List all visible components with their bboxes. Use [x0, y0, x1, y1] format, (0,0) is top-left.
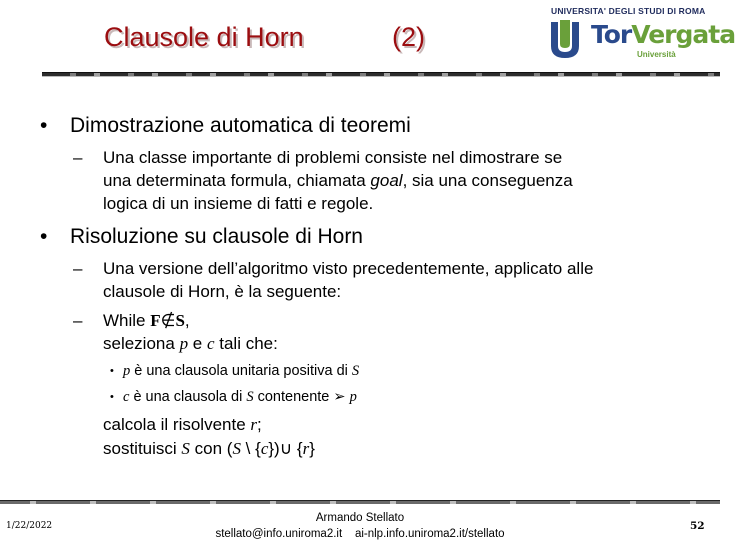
sub-text: Una versione dell’algoritmo visto precedentemente, applicato alle clausole di Horn, è la seguente: — [103, 259, 594, 301]
point-mark: • — [110, 391, 114, 403]
footer-author-block — [160, 510, 560, 542]
logo-subtitle: Università — [637, 50, 676, 59]
step-text: sostituisci S con (S \ {c})∪ {r} — [103, 439, 315, 458]
point-mark: • — [110, 365, 114, 377]
footer-contacts: stellato@info.uniroma2.it ai-nlp.info.uniroma2.it/stellato — [215, 528, 505, 540]
logo-wordmark: TorVergata — [591, 20, 735, 49]
dash-mark: – — [73, 148, 83, 167]
bullet-mark: • — [40, 225, 48, 248]
logo-header: UNIVERSITA' DEGLI STUDI DI ROMA — [551, 6, 706, 16]
footer-author: Armando Stellato — [315, 512, 405, 524]
sub-text: While F∉S, seleziona p e c tali che: — [103, 311, 278, 353]
step-text: calcola il risolvente r; — [103, 415, 262, 434]
point-text: c è una clausola di S contenente ➢ p — [123, 389, 357, 405]
point-text: p è una clausola unitaria positiva di S — [123, 363, 360, 379]
dash-mark: – — [73, 311, 83, 330]
title-number: (2) — [392, 22, 425, 52]
arrow-icon: ➢ — [333, 389, 346, 405]
footer-divider — [0, 500, 720, 504]
page-number: 52 — [690, 520, 705, 532]
bullet-mark: • — [40, 114, 48, 137]
dash-mark: – — [73, 259, 83, 278]
title-text: Clausole di Horn — [104, 22, 304, 52]
bullet-text: Dimostrazione automatica di teoremi — [70, 114, 411, 137]
bullet-text: Risoluzione su clausole di Horn — [70, 225, 363, 248]
sub-text: Una classe importante di problemi consiste nel dimostrare se una determinata formula, chiamata goal, sia una conseguenza logica di un insieme di fatti e regole. — [103, 148, 573, 213]
footer-date: 1/22/2022 — [6, 521, 53, 531]
